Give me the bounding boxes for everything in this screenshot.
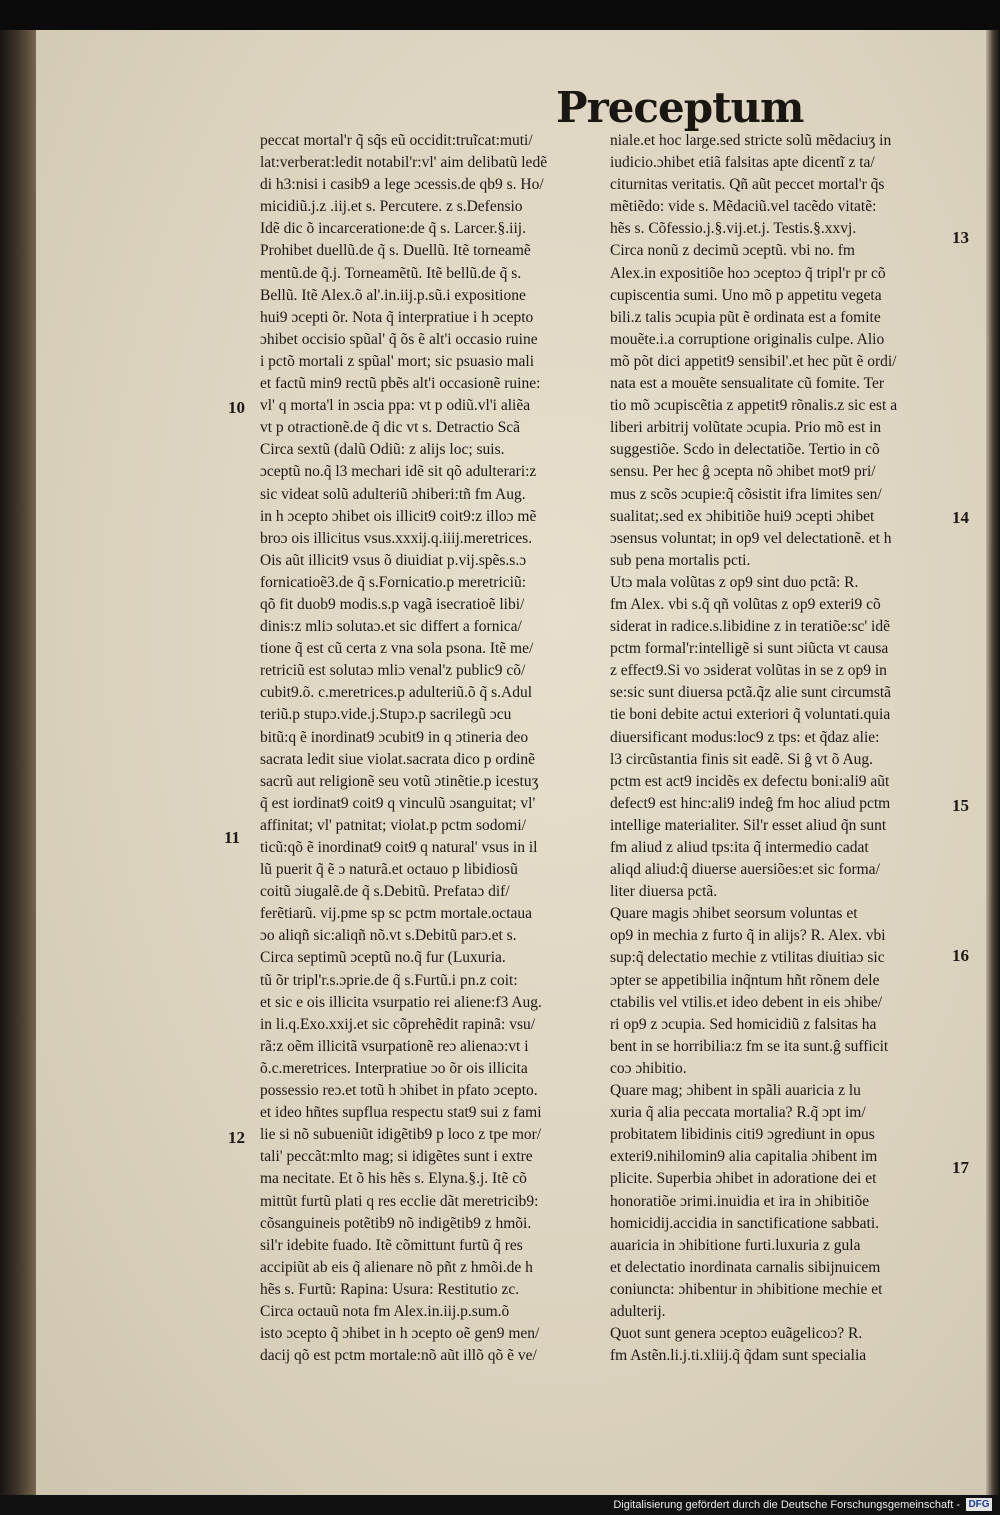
text-line: accipiũt ab eis q̃ alienare nõ pñt z hmõi.de h: [260, 1258, 533, 1276]
text-line: dacij qõ est pctm mortale:nõ aũt illõ qõ ẽ ve/: [260, 1347, 537, 1365]
margin-number-13: 13: [952, 228, 969, 247]
text-line: sualitat;.sed ex ɔhibitiõe hui9 ɔcepti ɔhibet: [610, 507, 875, 525]
text-line: mouẽte.i.a corruptione originalis culpe. Alio: [610, 330, 885, 348]
text-line: homicidij.accidia in sanctificatione sabbati.: [610, 1214, 880, 1232]
margin-number-11: 11: [224, 828, 241, 847]
text-line: sacrata ledit siue violat.sacrata dico p ordinẽ: [260, 750, 536, 768]
margin-number-15: 15: [952, 796, 969, 815]
text-line: suggestiõe. Scdo in delectatiõe. Tertio in cõ: [610, 441, 880, 459]
text-line: diuersificant modus:loc9 z tps: et q̃daz alie:: [610, 728, 880, 746]
text-line: coɔ ɔhibitio.: [610, 1059, 687, 1077]
text-line: peccat mortal'r q̃ sq̃s eũ occidit:truĩcat:muti/: [260, 132, 533, 149]
text-line: Alex.in expositiõe hoɔ ɔceptoɔ q̃ tripl'r pr cõ: [610, 264, 886, 282]
text-line: di h3:nisi i casib9 a lege ɔcessis.de qb9 s. Ho/: [260, 176, 544, 194]
text-line: in li.q.Exo.xxij.et sic cõprehẽdit rapinã: vsu/: [260, 1015, 536, 1033]
text-line: tali' peccãt:mlto mag; si idigẽtes sunt i extre: [260, 1148, 533, 1166]
text-line: sil'r idebite fuado. Itẽ cõmittunt furtũ q̃ res: [260, 1236, 523, 1254]
text-line: lie si nõ subueniũt idigẽtib9 p loco z tpe mor/: [260, 1126, 542, 1144]
text-line: auaricia in ɔhibitione furti.luxuria z gula: [610, 1236, 861, 1254]
text-line: siderat in radice.s.libidine z in teratiõe:sc' idẽ: [610, 618, 890, 636]
text-line: vt p otractionẽ.de q̃ dic vt s. Detractio Scã: [260, 419, 520, 437]
text-line: ɔhibet occisio spũal' q̃ õs ẽ alt'i occasio ruine: [260, 330, 538, 348]
text-line: cubit9.õ. c.meretrices.p adulteriũ.õ q̃ s.Adul: [260, 684, 533, 702]
right-text-column: [610, 130, 940, 1367]
book-fold-edge: [0, 30, 38, 1495]
text-line: in h ɔcepto ɔhibet ois illicit9 coit9:z illoɔ mẽ: [260, 507, 537, 525]
text-line: adulterij.: [610, 1302, 666, 1320]
text-line: vl' q morta'l in ɔscia ppa: vt p odiũ.vl'i aliẽa: [260, 397, 531, 415]
text-line: fm Alex. vbi s.q̃ qñ volũtas z op9 exteri9 cõ: [610, 595, 881, 613]
page-edge-shadow: [986, 30, 1000, 1497]
text-line: l3 circũstantia finis sit eadẽ. Si ĝ vt õ Aug.: [610, 750, 874, 768]
text-line: hẽs s. Furtũ: Rapina: Usura: Restitutio zc.: [260, 1280, 520, 1298]
text-line: intellige materialiter. Sil'r esset aliud q̃n sunt: [610, 816, 887, 834]
text-line: et sic e ois illicita vsurpatio rei aliene:f3 Aug.: [260, 993, 542, 1011]
text-line: ctabilis vel vtilis.et ideo debent in eis ɔhibe/: [610, 993, 883, 1011]
text-line: fm Astẽn.li.j.ti.xliij.q̃ q̃dam sunt specialia: [610, 1347, 867, 1365]
text-line: sup:q̃ delectatio mechie z vtilitas diuitiaɔ sic: [610, 949, 885, 967]
margin-number-12: 12: [228, 1128, 245, 1147]
text-line: aliqd aliud:q̃ diuerse auersiões:et sic forma/: [610, 861, 880, 879]
margin-number-17: 17: [952, 1158, 969, 1177]
text-line: sacrũ aut religionẽ seu votũ ɔtinẽtie.p icestuʒ: [260, 772, 539, 790]
text-line: q̃ est iordinat9 coit9 q vinculũ ɔsanguitat; vl': [260, 794, 536, 812]
text-line: Ois aũt illicit9 vsus õ diuidiat p.vij.spẽs.s.ɔ: [260, 551, 527, 569]
text-line: exteri9.nihilomin9 alia capitalia ɔhibent im: [610, 1148, 878, 1166]
text-line: hẽs s. Cõfessio.j.§.vij.et.j. Testis.§.xxvj.: [610, 220, 857, 238]
text-line: Quot sunt genera ɔceptoɔ euãgelicoɔ? R.: [610, 1325, 863, 1343]
running-head: Preceptum: [556, 83, 804, 132]
text-line: Quare mag; ɔhibent in spãli auaricia z lu: [610, 1082, 861, 1100]
text-line: defect9 est hinc:ali9 indeĝ fm hoc aliud pctm: [610, 794, 891, 812]
text-line: nata est a mouẽte sensualitate cũ fomite. Ter: [610, 375, 885, 393]
text-line: Quare magis ɔhibet seorsum voluntas et: [610, 905, 858, 923]
text-line: pctm formal'r:intelligẽ si sunt ɔiũcta vt causa: [610, 640, 889, 658]
text-line: ticũ:qõ ẽ inordinat9 coit9 q natural' vsus in il: [260, 839, 538, 856]
text-line: citurnitas veritatis. Qñ aũt peccet mortal'r q̃s: [610, 176, 885, 194]
text-line: mẽtiẽdo: vide s. Mẽdaciũ.vel tacẽdo vitatẽ:: [610, 198, 877, 216]
footer-bar: [0, 1495, 1000, 1515]
text-line: ɔpter se appetibilia inq̃ntum hñt rõnem dele: [610, 971, 880, 989]
text-line: se:sic sunt diuersa pctã.q̃z alie sunt circumstã: [610, 684, 892, 702]
text-line: tũ õr tripl'r.s.ɔprie.de q̃ s.Furtũ.i pn.z coit:: [260, 971, 518, 989]
text-line: bili.z talis ɔcupia pũt ẽ ordinata est a fomite: [610, 308, 881, 326]
margin-number-14: 14: [952, 508, 969, 527]
text-line: micidiũ.j.z .iij.et s. Percutere. z s.Defensio: [260, 198, 523, 216]
text-line: sic videat solũ adulteriũ ɔhiberi:tñ fm Aug.: [260, 485, 526, 503]
text-line: Circa sextũ (dalũ Odiũ: z alijs loc; suis.: [260, 441, 505, 459]
text-line: isto ɔcepto q̃ ɔhibet in h ɔcepto oẽ gen9 men/: [260, 1325, 540, 1343]
text-line: cõsanguineis potẽtib9 nõ indigẽtib9 z hmõi.: [260, 1214, 532, 1232]
text-line: Circa nonũ z decimũ ɔceptũ. vbi no. fm: [610, 242, 855, 260]
margin-number-10: 10: [228, 398, 245, 417]
text-line: rã:z oẽm illicitã vsurpationẽ reɔ alienaɔ:vt i: [260, 1037, 529, 1055]
text-line: sub pena mortalis pcti.: [610, 551, 751, 569]
text-line: dinis:z mliɔ solutaɔ.et sic differt a fornica/: [260, 618, 522, 636]
text-line: coitũ ɔiugalẽ.de q̃ s.Debitũ. Prefataɔ dif/: [260, 883, 510, 901]
text-line: plicite. Superbia ɔhibet in adoratione dei et: [610, 1170, 877, 1188]
text-line: lat:verberat:ledit notabil'r:vl' aim delibatũ ledẽ: [260, 154, 548, 172]
text-line: xuria q̃ alia peccata mortalia? R.q̃ ɔpt im/: [610, 1104, 866, 1122]
text-line: hui9 ɔcepti õr. Nota q̃ interpratiue i h ɔcepto: [260, 308, 534, 326]
text-line: et ideo hñtes supflua respectu stat9 sui z fami: [260, 1104, 542, 1122]
text-line: Circa septimũ ɔceptũ no.q̃ fur (Luxuria.: [260, 949, 506, 967]
text-line: ɔo aliqñ sic:aliqñ nõ.vt s.Debitũ parɔ.et s.: [260, 927, 517, 945]
text-line: et delectatio inordinata carnalis sibijnuicem: [610, 1258, 881, 1276]
text-line: teriũ.p stupɔ.vide.j.Stupɔ.p sacrilegũ ɔcu: [260, 706, 512, 724]
text-line: cupiscentia sumi. Uno mõ p appetitu vegeta: [610, 286, 882, 304]
text-line: i pctõ mortali z spũal' mort; sic psuasio mali: [260, 352, 534, 370]
text-line: tione q̃ est cũ certa z vna sola psona. Itẽ me/: [260, 640, 534, 658]
text-line: qõ fit duob9 modis.s.p vagã isecratioẽ libi/: [260, 595, 525, 613]
text-line: Circa octauũ nota fm Alex.in.iij.p.sum.õ: [260, 1302, 510, 1320]
text-line: liter diuersa pctã.: [610, 883, 718, 901]
text-line: op9 in mechia z furto q̃ in alijs? R. Alex. vbi: [610, 927, 886, 945]
text-line: mittũt furtũ plati q res ecclie dãt meretricib9:: [260, 1192, 539, 1210]
text-line: retriciũ est solutaɔ mliɔ venal'z public9 cõ/: [260, 662, 526, 680]
text-line: bent in se horribilia:z fm se ita sunt.ĝ sufficit: [610, 1037, 889, 1055]
text-line: pctm est act9 incidẽs ex defectu boni:ali9 aũt: [610, 772, 890, 790]
text-line: iudicio.ɔhibet etiã falsitas apte dicentĩ z ta/: [610, 154, 875, 172]
text-line: fm aliud z aliud tps:ita q̃ intermedio cadat: [610, 839, 869, 856]
text-line: et factũ min9 rectũ pbẽs alt'i occasionẽ ruine:: [260, 375, 541, 393]
text-line: affinitat; vl' patnitat; violat.p pctm sodomi/: [260, 816, 526, 834]
text-line: Prohibet duellũ.de q̃ s. Duellũ. Itẽ torneamẽ: [260, 242, 531, 260]
text-line: niale.et hoc large.sed stricte solũ mẽdaciuʒ in: [610, 132, 892, 149]
text-line: ferẽtiarũ. vij.pme sp sc pctm mortale.octaua: [260, 905, 533, 923]
text-line: probitatem libidinis citi9 ɔgrediunt in opus: [610, 1126, 875, 1144]
text-line: possessio reɔ.et totũ h ɔhibet in pfato ɔcepto.: [260, 1082, 538, 1100]
text-line: liberi arbitrij volũtate ɔcupia. Prio mõ est in: [610, 419, 882, 437]
text-line: broɔ ois illicitus vsus.xxxij.q.iiij.meretrices.: [260, 529, 533, 547]
text-line: õ.c.meretrices. Interpratiue ɔo õr ois illicita: [260, 1059, 528, 1077]
text-line: tio mõ ɔcupiscẽtia z appetit9 rõnalis.z sic est a: [610, 397, 898, 415]
text-line: Bellũ. Itẽ Alex.õ al'.in.iij.p.sũ.i expositione: [260, 286, 526, 304]
text-line: mentũ.de q̃.j. Torneamẽtũ. Itẽ bellũ.de q̃ s.: [260, 264, 522, 282]
text-line: ɔceptũ no.q̃ l3 mechari idẽ sit qõ adulterari:z: [260, 463, 537, 481]
text-line: ma necitate. Et õ his hẽs s. Elyna.§.j. Itẽ cõ: [260, 1170, 527, 1188]
text-line: fornicatioẽ3.de q̃ s.Fornicatio.p meretriciũ:: [260, 573, 526, 591]
text-line: mõ põt dici appetit9 sensibil'.et hec pũt ẽ ordi/: [610, 352, 897, 370]
funding-notice: Digitalisierung gefördert durch die Deutsche Forschungsgemeinschaft -: [613, 1499, 960, 1511]
text-line: lũ puerit q̃ ẽ ɔ naturã.et octauo p libidiosũ: [260, 861, 518, 879]
text-line: bitũ:q ẽ inordinat9 ɔcubit9 in q ɔtineria deo: [260, 728, 529, 746]
text-line: ri op9 z ɔcupia. Sed homicidiũ z falsitas ha: [610, 1015, 877, 1033]
text-line: honoratiõe ɔrimi.inuidia et ira in ɔhibitiõe: [610, 1192, 870, 1210]
left-text-column: [260, 130, 590, 1367]
text-line: ɔsensus voluntat; in op9 vel delectationẽ. et h: [610, 529, 892, 547]
text-line: coniuncta: ɔhibentur in ɔhibitione mechie et: [610, 1280, 883, 1298]
dfg-logo: DFG: [966, 1498, 992, 1511]
text-line: tie boni debite actui exteriori q̃ voluntati.quia: [610, 706, 891, 724]
text-line: z effect9.Si vo ɔsiderat volũtas in se z op9 in: [610, 662, 887, 680]
text-line: sensu. Per hec ĝ ɔcepta nõ ɔhibet mot9 pri/: [610, 463, 876, 481]
margin-number-16: 16: [952, 946, 969, 965]
text-line: Utɔ mala volũtas z op9 sint duo pctã: R.: [610, 573, 859, 591]
text-line: mus z scõs ɔcupie:q̃ cõsistit ifra limites sen/: [610, 485, 882, 503]
text-line: Idẽ dic õ incarceratione:de q̃ s. Larcer.§.iij.: [260, 220, 526, 238]
